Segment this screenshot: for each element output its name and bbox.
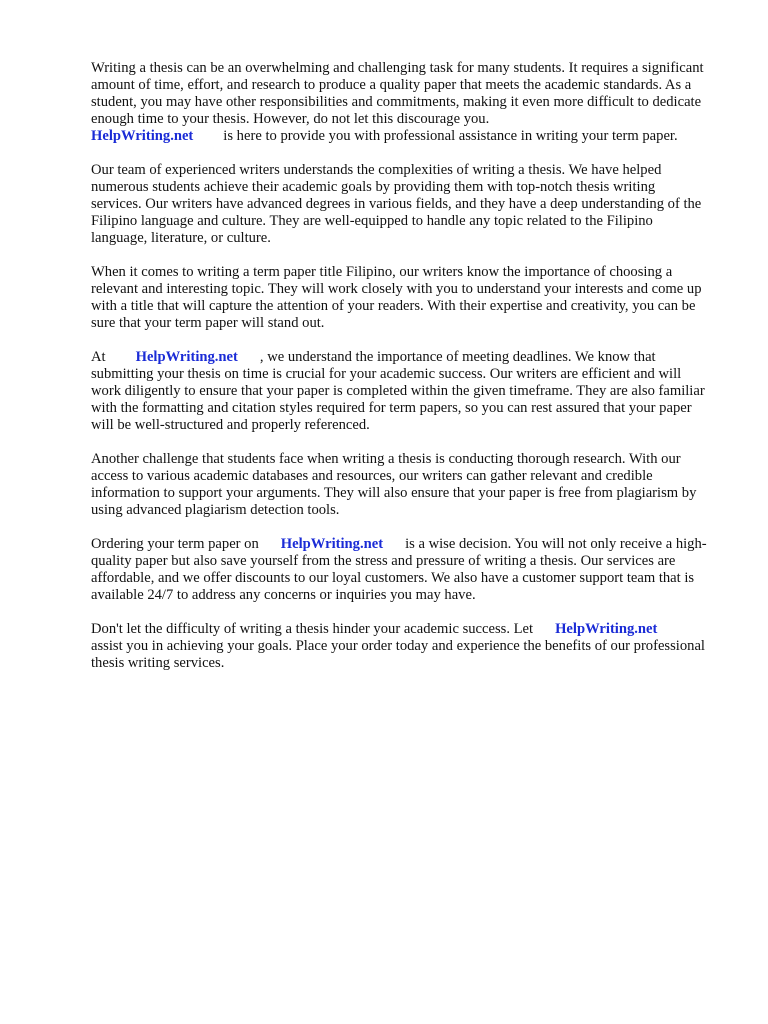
helpwriting-link-4[interactable]: HelpWriting.net bbox=[555, 621, 658, 637]
helpwriting-link-1[interactable]: HelpWriting.net bbox=[91, 128, 194, 144]
paragraph-deadlines bbox=[91, 349, 708, 434]
paragraph-team: Our team of experienced writers understands the complexities of writing a thesis. We have helped numerous students achieve their academic goals by providing them with top-notch thesis writing services. Our writers have advanced degrees in various fields, and they have a deep understanding of the Filipino language and culture. They are well-equipped to handle any topic related to the Filipino language, literature, or culture. bbox=[91, 162, 702, 246]
paragraph-deadlines-lead: At bbox=[91, 349, 106, 365]
paragraph-title-topic: When it comes to writing a term paper title Filipino, our writers know the importance of choosing a relevant and interesting topic. They will work closely with you to understand your interests and come up with a title that will capture the attention of your readers. With their expertise and creativity, you can be sure that your term paper will stand out. bbox=[91, 264, 702, 331]
paragraph-closing-tail: assist you in achieving your goals. Place your order today and experience the benefits of our professional thesis writing services. bbox=[91, 638, 705, 671]
paragraph-ordering-tail: is a wise decision. You will not only receive a high-quality paper but also save yourself from the stress and pressure of writing a thesis. Our services are affordable, and we offer discounts to our loyal customers. We also have a customer support team that is available 24/7 to address any concerns or inquiries you may have. bbox=[91, 536, 707, 603]
paragraph-intro-tail: is here to provide you with professional assistance in writing your term paper. bbox=[223, 128, 678, 144]
paragraph-research: Another challenge that students face when writing a thesis is conducting thorough research. With our access to various academic databases and resources, our writers can gather relevant and credible information to support your arguments. They will also ensure that your paper is free from plagiarism by using advanced plagiarism detection tools. bbox=[91, 451, 697, 518]
paragraph-closing bbox=[91, 621, 708, 672]
paragraph-ordering-lead: Ordering your term paper on bbox=[91, 536, 259, 552]
paragraph-deadlines-tail: , we understand the importance of meeting deadlines. We know that submitting your thesis on time is crucial for your academic success. Our writers are efficient and will work diligently to ensure that your paper is completed within the given timeframe. They are also familiar with the formatting and citation styles required for term papers, so you can rest assured that your paper will be well-structured and properly referenced. bbox=[91, 349, 705, 433]
helpwriting-link-2[interactable]: HelpWriting.net bbox=[135, 349, 238, 365]
paragraph-closing-lead: Don't let the difficulty of writing a thesis hinder your academic success. Let bbox=[91, 621, 534, 637]
paragraph-intro-text: Writing a thesis can be an overwhelming and challenging task for many students. It requires a significant amount of time, effort, and research to produce a quality paper that meets the academic standards. As a student, you may have other responsibilities and commitments, making it even more difficult to dedicate enough time to your thesis. However, do not let this discourage you. bbox=[91, 60, 704, 127]
helpwriting-link-3[interactable]: HelpWriting.net bbox=[280, 536, 384, 552]
paragraph-ordering bbox=[91, 536, 708, 604]
paragraph-intro bbox=[91, 60, 708, 145]
